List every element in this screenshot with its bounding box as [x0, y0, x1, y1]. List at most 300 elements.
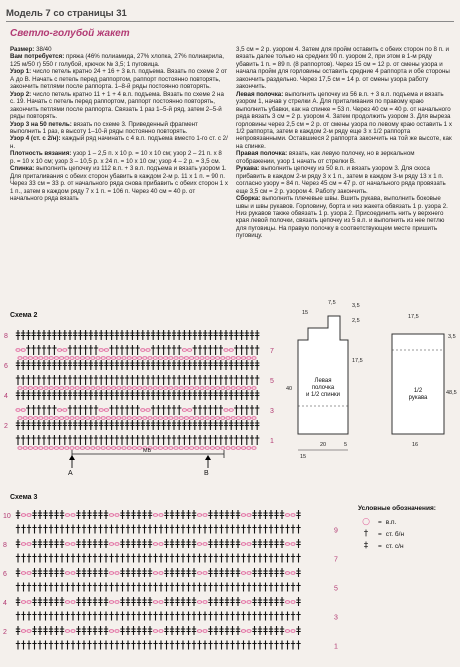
chain-stitch: [285, 630, 289, 633]
chain-stitch: [65, 417, 69, 420]
chain-stitch: [146, 349, 150, 352]
chain-stitch: [285, 543, 289, 546]
legend-title: Условные обозначения:: [358, 505, 436, 512]
left_col-paragraph: [10, 121, 228, 136]
chain-stitch: [60, 417, 64, 420]
chain-stitch: [148, 417, 152, 420]
left_col-paragraph-heading: Узор 4 (ст. с 2/н):: [10, 135, 61, 143]
chain-stitch: [179, 417, 183, 420]
chain-stitch: [197, 630, 201, 633]
left_col-paragraph: [10, 91, 228, 121]
chain-stitch: [60, 357, 64, 360]
left_col-paragraph-heading: Вам потребуется:: [10, 53, 65, 61]
chain-stitch: [236, 357, 240, 360]
chain-stitch: [112, 417, 116, 420]
chain-stitch: [200, 417, 204, 420]
chain-stitch: [164, 387, 168, 390]
chain-stitch: [101, 357, 105, 360]
sleeve-label: 1/2 рукава: [408, 388, 428, 401]
chain-stitch: [71, 630, 75, 633]
chain-stitch: [23, 387, 27, 390]
row-number: 2: [3, 629, 7, 636]
chain-stitch: [58, 349, 62, 352]
left_col-paragraph-text: 38/40: [34, 46, 52, 53]
chain-stitch: [109, 630, 113, 633]
legend-symbol: ‡: [363, 541, 369, 551]
chain-stitch: [39, 417, 43, 420]
left_col-paragraph-text: каждый ряд начинать с 4 в.п. подъема вместо 1-го ст. с 2/н.: [10, 135, 228, 150]
chain-stitch: [96, 357, 100, 360]
chain-stitch: [65, 543, 69, 546]
chain-stitch: [159, 572, 163, 575]
chain-stitch: [104, 409, 108, 412]
row-number: 5: [334, 585, 338, 593]
scheme3-label: Схема 3: [10, 494, 38, 501]
chain-stitch: [216, 447, 220, 450]
sleeve-outline: [392, 334, 444, 434]
left_col-paragraph: [10, 150, 228, 165]
chain-stitch: [247, 601, 251, 604]
chain-stitch: [49, 447, 53, 450]
chain-stitch: [241, 601, 245, 604]
chain-stitch: [221, 357, 225, 360]
chain-stitch: [184, 447, 188, 450]
chain-stitch: [285, 572, 289, 575]
chain-stitch: [247, 543, 251, 546]
chain-stitch: [174, 447, 178, 450]
chain-stitch: [236, 387, 240, 390]
chain-stitch: [115, 514, 119, 517]
chain-stitch: [197, 572, 201, 575]
chain-stitch: [21, 349, 25, 352]
chain-stitch: [236, 417, 240, 420]
dim-armhole: 17,5: [352, 358, 363, 364]
chain-stitch: [291, 630, 295, 633]
chain-stitch: [148, 357, 152, 360]
dim-top2: 15: [302, 310, 309, 316]
chain-stitch: [210, 387, 214, 390]
chain-stitch: [197, 514, 201, 517]
chain-stitch: [153, 630, 157, 633]
chain-stitch: [21, 601, 25, 604]
dim-sleeve-width: 16: [412, 442, 419, 448]
chain-stitch: [91, 357, 95, 360]
chain-stitch: [23, 357, 27, 360]
chain-stitch: [91, 447, 95, 450]
chain-stitch: [127, 417, 131, 420]
chain-stitch: [99, 349, 103, 352]
marker-a: A: [68, 470, 73, 477]
chain-stitch: [21, 409, 25, 412]
row-number: 9: [334, 527, 338, 535]
chain-stitch: [195, 417, 199, 420]
chain-stitch: [138, 417, 142, 420]
chain-stitch: [247, 630, 251, 633]
chain-stitch: [44, 387, 48, 390]
chain-stitch: [158, 387, 162, 390]
chain-stitch: [115, 630, 119, 633]
chain-stitch: [16, 409, 20, 412]
row-number: 2: [4, 423, 8, 430]
right_col-paragraph: [236, 195, 454, 240]
chain-stitch: [65, 601, 69, 604]
chain-stitch: [153, 514, 157, 517]
chain-stitch: [164, 417, 168, 420]
chain-stitch: [221, 417, 225, 420]
right_col-paragraph-heading: Рукава:: [236, 165, 260, 173]
dim-sleeve-top: 17,5: [408, 314, 419, 320]
left_col-paragraph: [10, 135, 228, 150]
row-number: 7: [270, 348, 274, 355]
dim-waist2: 5: [344, 442, 348, 448]
chain-stitch: [27, 514, 31, 517]
chain-stitch: [70, 387, 74, 390]
chain-stitch: [109, 572, 113, 575]
chain-stitch: [58, 409, 62, 412]
legend-symbol: ○: [362, 517, 370, 527]
chain-stitch: [179, 447, 183, 450]
chain-stitch: [153, 387, 157, 390]
chain-stitch: [247, 514, 251, 517]
chain-stitch: [241, 572, 245, 575]
chain-stitch: [159, 601, 163, 604]
chain-stitch: [197, 543, 201, 546]
legend-item: [358, 528, 452, 540]
chain-stitch: [65, 572, 69, 575]
chain-stitch: [182, 409, 186, 412]
chain-stitch: [203, 514, 207, 517]
chain-stitch: [101, 387, 105, 390]
chain-stitch: [80, 387, 84, 390]
chain-stitch: [291, 514, 295, 517]
chain-stitch: [86, 357, 90, 360]
left_col-paragraph-heading: Спинка:: [10, 165, 35, 173]
left_col-paragraph-heading: Узор 1:: [10, 68, 32, 76]
chain-stitch: [159, 514, 163, 517]
dim-hem: 3,5: [352, 303, 360, 309]
right_col-paragraph: [236, 91, 454, 151]
chain-stitch: [91, 417, 95, 420]
chain-stitch: [106, 357, 110, 360]
chain-stitch: [21, 572, 25, 575]
chain-stitch: [115, 543, 119, 546]
chain-stitch: [44, 447, 48, 450]
instructions-right-column: [236, 46, 454, 240]
chain-stitch: [80, 447, 84, 450]
chain-stitch: [60, 387, 64, 390]
chain-stitch: [247, 387, 251, 390]
chain-stitch: [241, 630, 245, 633]
dim-bottom: 15: [300, 454, 307, 460]
chain-stitch: [80, 417, 84, 420]
right_col-paragraph: [236, 150, 454, 165]
chain-stitch: [252, 447, 256, 450]
chain-stitch: [75, 417, 79, 420]
chain-stitch: [28, 417, 32, 420]
chain-stitch: [188, 409, 192, 412]
chain-stitch: [39, 387, 43, 390]
chain-stitch: [143, 357, 147, 360]
chain-stitch: [96, 417, 100, 420]
chain-stitch: [141, 409, 145, 412]
chain-stitch: [27, 601, 31, 604]
chain-stitch: [115, 601, 119, 604]
chain-stitch: [18, 357, 22, 360]
chain-stitch: [86, 447, 90, 450]
chain-stitch: [27, 543, 31, 546]
chain-stitch: [117, 447, 121, 450]
chain-stitch: [96, 387, 100, 390]
chain-stitch: [65, 514, 69, 517]
chain-stitch: [231, 417, 235, 420]
chain-stitch: [247, 357, 251, 360]
chain-stitch: [143, 417, 147, 420]
chain-stitch: [153, 572, 157, 575]
right_col-paragraph: [236, 165, 454, 195]
chain-stitch: [184, 417, 188, 420]
chain-stitch: [252, 417, 256, 420]
chain-stitch: [21, 514, 25, 517]
chain-stitch: [216, 417, 220, 420]
chain-stitch: [236, 447, 240, 450]
row-number: 8: [3, 542, 7, 549]
chain-stitch: [101, 447, 105, 450]
dim-waist: 20: [320, 442, 327, 448]
chain-stitch: [65, 387, 69, 390]
chain-stitch: [229, 409, 233, 412]
right_col-paragraph: [236, 46, 454, 91]
row-number: 10: [3, 513, 11, 520]
chain-stitch: [242, 417, 246, 420]
chain-stitch: [242, 447, 246, 450]
chain-stitch: [169, 357, 173, 360]
chain-stitch: [153, 601, 157, 604]
chain-stitch: [34, 357, 38, 360]
right_col-paragraph-text: выполнить плечевые швы. Вшить рукава, выполнить боковые швы и швы рукавов. Горловину, борта и низ жакета обвязать 1 р. узора 2. Низ рукавов также обвязать 1 р. узора 2. Присоединить нить у верхнего края левой полочки, связать цепочку из 5 в.п. и выполнить из нее петлю для пуговицы. На правую полочку в соответствующем месте пришить пуговицу.: [236, 195, 448, 240]
chain-stitch: [54, 357, 58, 360]
chain-stitch: [49, 417, 53, 420]
dim-sleeve-length: 48,5: [446, 390, 457, 396]
chain-stitch: [158, 447, 162, 450]
chain-stitch: [291, 543, 295, 546]
legend-item: [358, 540, 452, 552]
right_col-paragraph-text: выполнить цепочку из 56 в.п. + 3 в.п. подъема и вязать узором 1, начав у стрелки А. Для приталивания по правому краю выполнить убавки, как на спинке = 53 п. Через 40 см = 40 р. от начального ряда вязать 3 см = 2 р. узором 4. Затем продолжить узором 3. Для выреза горловины через 2,5 см = 2 р. от смены узора по левому краю оставить 1 х 1/2 раппорта, затем в каждом 2-м ряду еще 3 х 1/2 раппорта непровязанными. Оставшиеся 2 раппорта закончить на той же высоте, как на спинке.: [236, 90, 452, 150]
chain-stitch: [200, 357, 204, 360]
chain-stitch: [203, 572, 207, 575]
chain-stitch: [188, 349, 192, 352]
chain-stitch: [184, 357, 188, 360]
right_col-paragraph-text: вязать, как левую полочку, но в зеркальном отображении, узор 1 начать от стрелки В.: [236, 150, 415, 165]
chain-stitch: [190, 387, 194, 390]
right_col-paragraph-text: 3,5 см = 2 р. узором 4. Затем для пройм оставить с обеих сторон по 8 п. и вязать далее только на средних 90 п. узором 2, при этом в 1-м ряду убавить 1 п. = 89 п. (8 раппортов). Через 15 см = 12 р. от смены узора и начала пройм для горловины оставить средние 4 раппорта и обе стороны закончить раздельно. Через 17,5 см = 14 р. от смены узора работу закончить.: [236, 46, 450, 91]
chain-stitch: [132, 357, 136, 360]
chain-stitch: [169, 417, 173, 420]
left_col-paragraph-heading: Размер:: [10, 46, 35, 53]
left_col-paragraph-text: выполнить цепочку из 112 в.п. + 3 в.п. подъема и вязать узором 1. Для приталивания с обеих сторон убавить в каждом 2-м р. 11 х 1 п. = 90 п. Через 33 см = 33 р. от начального ряда снова прибавить с обеих сторон 1 х 1 п., затем в каждом ряду 7 х 1 п. = 106 п. Через 40 см = 40 р. от начального ряда вязать: [10, 165, 229, 203]
arrow-a-head: [69, 455, 75, 460]
chain-stitch: [80, 357, 84, 360]
chain-stitch: [112, 387, 116, 390]
row-number: 3: [270, 408, 274, 415]
row-number: 1: [334, 643, 338, 651]
chain-stitch: [117, 387, 121, 390]
chain-stitch: [99, 409, 103, 412]
chain-stitch: [18, 417, 22, 420]
left_col-paragraph: [10, 53, 228, 68]
chain-stitch: [127, 447, 131, 450]
chain-stitch: [138, 387, 142, 390]
chain-stitch: [49, 357, 53, 360]
chain-stitch: [190, 357, 194, 360]
chain-stitch: [112, 447, 116, 450]
chain-stitch: [101, 417, 105, 420]
page-header: Модель 7 со страницы 31: [6, 8, 454, 22]
chain-stitch: [70, 417, 74, 420]
dim-neck: 2,5: [352, 318, 360, 324]
dim-sleeve-hem: 3,5: [448, 334, 456, 340]
chain-stitch: [179, 387, 183, 390]
chain-stitch: [153, 447, 157, 450]
chain-stitch: [138, 447, 142, 450]
chain-stitch: [203, 630, 207, 633]
chain-stitch: [252, 357, 256, 360]
chain-stitch: [109, 543, 113, 546]
row-number: 5: [270, 378, 274, 385]
chain-stitch: [28, 357, 32, 360]
chain-stitch: [132, 387, 136, 390]
chain-stitch: [54, 387, 58, 390]
chain-stitch: [226, 417, 230, 420]
chain-stitch: [65, 630, 69, 633]
chain-stitch: [28, 387, 32, 390]
row-number: 4: [3, 600, 7, 607]
chain-stitch: [122, 387, 126, 390]
left_col-paragraph: [10, 46, 228, 53]
legend-text: ст. б/н: [385, 530, 405, 538]
chain-stitch: [122, 447, 126, 450]
chain-stitch: [39, 447, 43, 450]
chain-stitch: [190, 417, 194, 420]
garment-schematic: [284, 298, 460, 468]
chain-stitch: [158, 417, 162, 420]
chain-stitch: [205, 447, 209, 450]
chain-stitch: [242, 387, 246, 390]
chain-stitch: [138, 357, 142, 360]
chain-stitch: [96, 447, 100, 450]
chain-stitch: [44, 417, 48, 420]
chain-stitch: [241, 543, 245, 546]
legend-equals: =: [378, 542, 382, 550]
chain-stitch: [216, 357, 220, 360]
chain-stitch: [247, 572, 251, 575]
chain-stitch: [231, 447, 235, 450]
chain-stitch: [70, 447, 74, 450]
chain-stitch: [106, 447, 110, 450]
chain-stitch: [159, 543, 163, 546]
right_col-paragraph-heading: Правая полочка:: [236, 150, 288, 158]
chain-stitch: [112, 357, 116, 360]
chain-stitch: [117, 357, 121, 360]
chain-stitch: [106, 387, 110, 390]
right_col-paragraph-heading: Сборка:: [236, 195, 261, 203]
chain-stitch: [54, 417, 58, 420]
chain-stitch: [247, 447, 251, 450]
dim-side: 40: [286, 386, 293, 392]
chain-stitch: [39, 357, 43, 360]
chain-stitch: [241, 514, 245, 517]
chain-stitch: [179, 357, 183, 360]
chain-stitch: [141, 349, 145, 352]
right_col-paragraph-text: выполнить цепочку из 50 в.п. и вязать узором 3. Для скоса прибавить в каждом 2-м ряду 3 х 1 п., затем в каждом 3-м ряду 13 х 1 п. согласно узору = 84 п. Через 45 см = 47 р. от начального ряда провязать еще 3,5 см = 2 р. узором 4. Работу закончить.: [236, 165, 446, 195]
chain-stitch: [195, 387, 199, 390]
left_col-paragraph-text: число петель кратно 24 + 16 + 3 в.п. подъема. Вязать по схеме 2 от А до В. Начать с петель перед раппортом, раппорт постоянно повторять, закончить петлями после раппорта. 1–8-й ряды постоянно повторять.: [10, 68, 228, 91]
chain-stitch: [34, 447, 38, 450]
chain-stitch: [224, 349, 228, 352]
scheme2-label: Схема 2: [10, 312, 38, 319]
left_col-paragraph-heading: Плотность вязания:: [10, 150, 72, 158]
legend-item: [358, 516, 452, 528]
chain-stitch: [115, 572, 119, 575]
chain-stitch: [122, 417, 126, 420]
marker-b: B: [204, 470, 209, 477]
chain-stitch: [60, 447, 64, 450]
chain-stitch: [65, 357, 69, 360]
chain-stitch: [63, 409, 67, 412]
right_col-paragraph-heading: Левая полочка:: [236, 90, 284, 98]
chain-stitch: [158, 357, 162, 360]
chain-stitch: [231, 357, 235, 360]
chain-stitch: [91, 387, 95, 390]
chain-stitch: [75, 387, 79, 390]
chain-stitch: [27, 630, 31, 633]
chain-stitch: [229, 349, 233, 352]
chain-stitch: [109, 601, 113, 604]
chain-stitch: [291, 572, 295, 575]
chain-stitch: [200, 447, 204, 450]
chain-stitch: [132, 447, 136, 450]
chain-stitch: [197, 601, 201, 604]
chain-stitch: [23, 417, 27, 420]
chain-stitch: [195, 357, 199, 360]
row-number: 4: [4, 393, 8, 400]
chain-stitch: [169, 387, 173, 390]
chain-stitch: [18, 447, 22, 450]
chain-stitch: [205, 357, 209, 360]
left_col-paragraph-heading: Узор 3 на 50 петель:: [10, 120, 72, 128]
left_col-paragraph-text: узор 1 – 2,5 п. х 10 р. = 10 х 10 см; узор 2 – 21 п. х 8 р. = 10 х 10 см; узор 3 – 10,5 р. х 24 п. = 10 х 10 см; узор 4 – 2 р. = 3,5 см.: [10, 150, 222, 165]
chain-stitch: [210, 417, 214, 420]
chain-stitch: [86, 387, 90, 390]
chain-stitch: [226, 387, 230, 390]
row-number: 3: [334, 614, 338, 622]
chain-stitch: [54, 447, 58, 450]
chain-stitch: [71, 601, 75, 604]
chain-stitch: [127, 387, 131, 390]
chain-stitch: [71, 514, 75, 517]
chain-stitch: [174, 357, 178, 360]
chain-stitch: [122, 357, 126, 360]
chain-stitch: [247, 417, 251, 420]
chain-stitch: [226, 447, 230, 450]
chain-stitch: [148, 387, 152, 390]
instructions-left-column: [10, 46, 228, 203]
chain-stitch: [174, 387, 178, 390]
row-number: 6: [3, 571, 7, 578]
left_col-paragraph-text: вязать по схеме 3. Приведенный фрагмент выполнить 1 раз, в высоту 1–10-й ряды постоянно повторять.: [10, 120, 198, 135]
chain-stitch: [205, 387, 209, 390]
chain-stitch: [109, 514, 113, 517]
left_col-paragraph-text: число петель кратно 11 + 1 + 4 в.п. подъема. Вязать по схеме 2 на с. 19. Начать с петель перед раппортом, раппорт постоянно повторять, закончить петлями после раппорта. Связать 1 раз 1–5-й ряд, затем 2–5-й ряды повторять.: [10, 90, 224, 121]
